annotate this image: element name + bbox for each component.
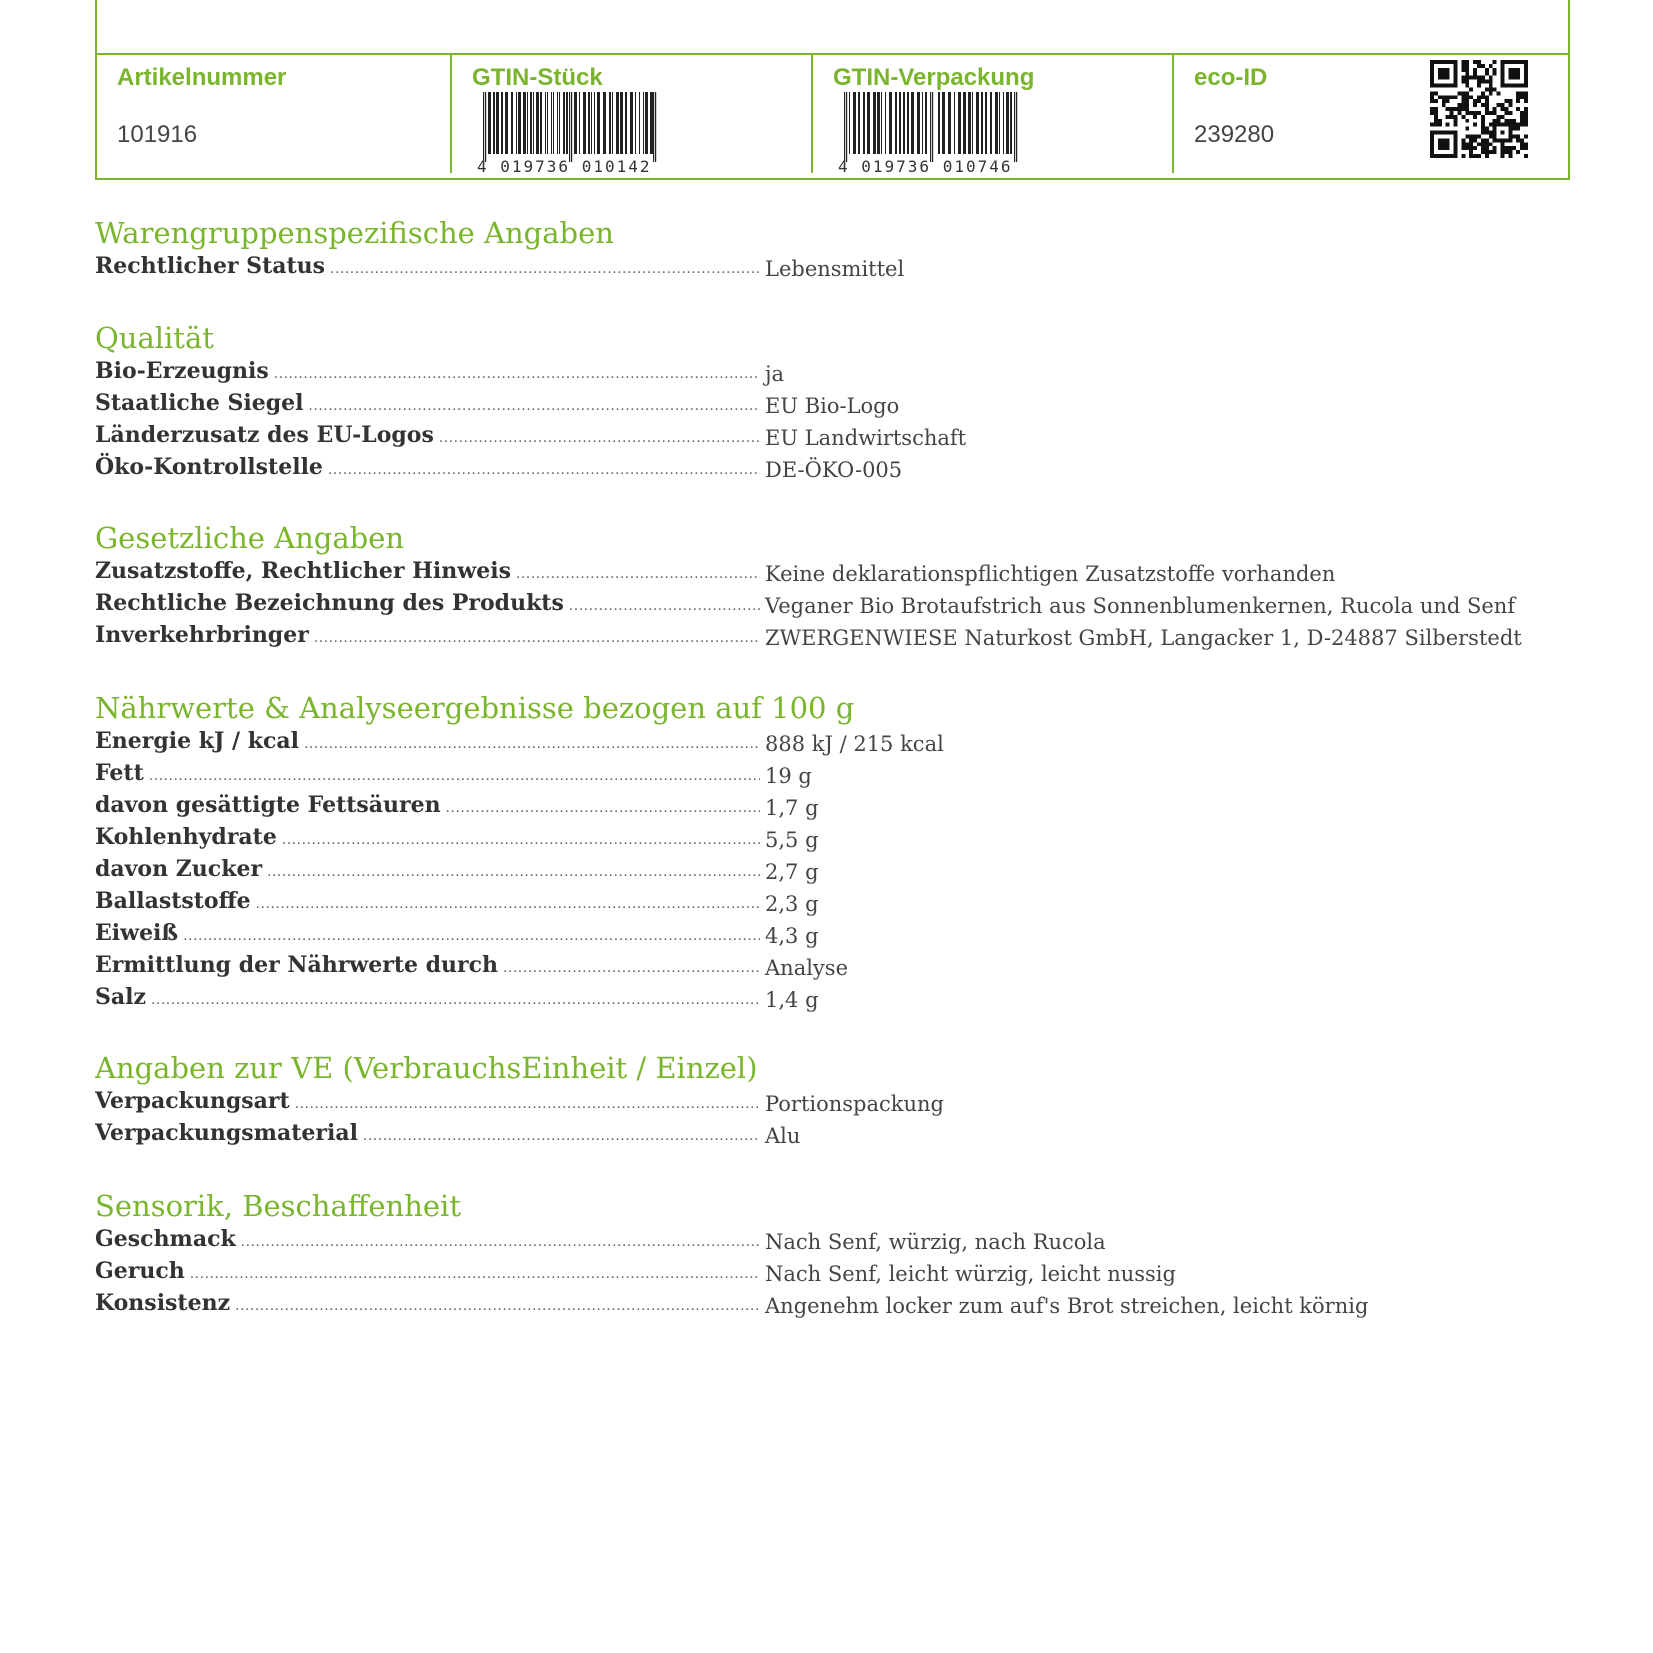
spec-row (95, 1288, 1575, 1320)
spec-key: Energie kJ / kcal ..... (95, 726, 760, 758)
section (95, 1188, 1575, 1320)
spec-row (95, 790, 1575, 822)
spec-value: 888 kJ / 215 kcal (765, 732, 944, 756)
section (95, 690, 1575, 1014)
spec-value: 4,3 g (765, 924, 819, 948)
spec-row (95, 1256, 1575, 1288)
section-title: Gesetzliche Angaben (95, 521, 405, 555)
spec-value: Veganer Bio Brotaufstrich aus Sonnenblumenkernen, Rucola und Senf (765, 594, 1516, 618)
section-title: Sensorik, Beschaffenheit (95, 1189, 461, 1223)
spec-value: ja (765, 362, 785, 386)
spec-value: EU Bio-Logo (765, 394, 900, 418)
gtin-verpackung-label: GTIN-Verpackung (833, 64, 1035, 91)
spec-value: EU Landwirtschaft (765, 426, 967, 450)
spec-row (95, 1086, 1575, 1118)
spec-value: 5,5 g (765, 828, 819, 852)
spec-value: Portionspackung (765, 1092, 945, 1116)
spec-value: ZWERGENWIESE Naturkost GmbH, Langacker 1, D-24887 Silberstedt (765, 626, 1522, 650)
spec-key: davon Zucker ..... (95, 854, 760, 886)
spec-row (95, 556, 1575, 588)
gtin-stueck-barcode (477, 92, 662, 174)
spec-key: Fett ..... (95, 758, 760, 790)
spec-row (95, 420, 1575, 452)
section (95, 320, 1575, 484)
spec-row (95, 886, 1575, 918)
spec-value: Nach Senf, würzig, nach Rucola (765, 1230, 1106, 1254)
section-title: Nährwerte & Analyseergebnisse bezogen auf 100 g (95, 691, 855, 725)
spec-key: Staatliche Siegel ..... (95, 388, 760, 420)
spec-value: Nach Senf, leicht würzig, leicht nussig (765, 1262, 1176, 1286)
artikelnummer-cell (97, 55, 452, 173)
spec-value: 2,3 g (765, 892, 819, 916)
spec-row (95, 918, 1575, 950)
section (95, 1050, 1575, 1150)
eco-id-label: eco-ID (1194, 64, 1268, 91)
spec-key: Geruch ..... (95, 1256, 760, 1288)
spec-row (95, 726, 1575, 758)
spec-key: Konsistenz ..... (95, 1288, 760, 1320)
spec-key: davon gesättigte Fettsäuren ..... (95, 790, 760, 822)
gtin-verpackung-cell (813, 55, 1174, 176)
product-id-box (95, 0, 1570, 180)
gtin-verpackung-barcode (838, 92, 1023, 174)
spec-key: Verpackungsart ..... (95, 1086, 760, 1118)
gtin-stueck-digits: 4 019736 010142 (477, 157, 652, 176)
spec-key: Verpackungsmaterial ..... (95, 1118, 760, 1150)
spec-row (95, 822, 1575, 854)
spec-row (95, 452, 1575, 484)
spec-row (95, 388, 1575, 420)
spec-key: Eiweiß ..... (95, 918, 760, 950)
gtin-stueck-cell (452, 55, 813, 176)
spec-row (95, 620, 1575, 652)
spec-row (95, 251, 1575, 283)
spec-row (95, 950, 1575, 982)
spec-row (95, 1118, 1575, 1150)
spec-row (95, 982, 1575, 1014)
gtin-stueck-label: GTIN-Stück (472, 64, 603, 91)
spec-value: Analyse (765, 956, 848, 980)
spec-value: Alu (765, 1124, 801, 1148)
header-band (97, 0, 1568, 55)
spec-row (95, 854, 1575, 886)
section-title: Angaben zur VE (VerbrauchsEinheit / Einzel) (95, 1051, 758, 1085)
spec-value: 19 g (765, 764, 812, 788)
barcode-bars (838, 92, 1023, 162)
spec-row (95, 588, 1575, 620)
spec-key: Zusatzstoffe, Rechtlicher Hinweis ..... (95, 556, 760, 588)
barcode-bars (477, 92, 662, 162)
spec-value: 1,4 g (765, 988, 819, 1012)
spec-value: 1,7 g (765, 796, 819, 820)
spec-key: Ballaststoffe ..... (95, 886, 760, 918)
spec-key: Kohlenhydrate ..... (95, 822, 760, 854)
artikelnummer-label: Artikelnummer (117, 64, 287, 91)
section (95, 215, 1575, 283)
spec-value: 2,7 g (765, 860, 819, 884)
spec-key: Geschmack ..... (95, 1224, 760, 1256)
spec-row (95, 1224, 1575, 1256)
spec-key: Rechtlicher Status ..... (95, 251, 760, 283)
artikelnummer-value: 101916 (117, 121, 198, 148)
gtin-verpackung-digits: 4 019736 010746 (838, 157, 1013, 176)
spec-value: Keine deklarationspflichtigen Zusatzstoffe vorhanden (765, 562, 1336, 586)
spec-row (95, 356, 1575, 388)
spec-key: Rechtliche Bezeichnung des Produkts ..... (95, 588, 760, 620)
spec-value: Angenehm locker zum auf's Brot streichen, leicht körnig (765, 1294, 1369, 1318)
spec-key: Öko-Kontrollstelle ..... (95, 452, 760, 484)
section-title: Warengruppenspezifische Angaben (95, 216, 614, 250)
spec-value: Lebensmittel (765, 257, 905, 281)
spec-key: Bio-Erzeugnis ..... (95, 356, 760, 388)
section (95, 520, 1575, 652)
spec-key: Salz ..... (95, 982, 760, 1014)
spec-key: Inverkehrbringer ..... (95, 620, 760, 652)
spec-value: DE-ÖKO-005 (765, 458, 903, 482)
spec-key: Ermittlung der Nährwerte durch ..... (95, 950, 760, 982)
section-title: Qualität (95, 321, 214, 355)
spec-row (95, 758, 1575, 790)
eco-id-value: 239280 (1194, 121, 1275, 148)
spec-key: Länderzusatz des EU-Logos ..... (95, 420, 760, 452)
qr-code (1430, 60, 1528, 158)
